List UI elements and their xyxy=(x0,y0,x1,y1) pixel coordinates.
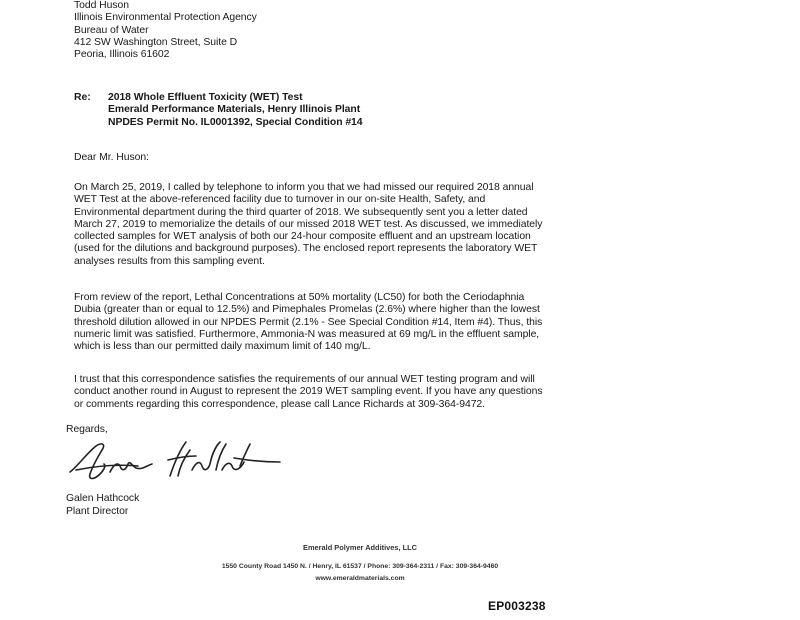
paragraph-line: March 27, 2019 to memorialize the details of our missed 2018 WET test. As discussed, we immediately xyxy=(74,218,543,230)
signer-title: Plant Director xyxy=(66,506,129,517)
recipient-street: 412 SW Washington Street, Suite D xyxy=(74,36,238,48)
paragraph-line: I trust that this correspondence satisfies the requirements of our annual WET testing program and will xyxy=(74,374,535,385)
paragraph-line: (used for the dilutions and background purposes). The enclosed report represents the laboratory WET xyxy=(74,243,538,255)
paragraph-line: Dubia (greater than or equal to 12.5%) and Pimephales Promelas (2.6%) where higher than the lowest xyxy=(74,304,540,316)
paragraph-line: analyses results from this sampling event. xyxy=(74,255,265,267)
salutation: Dear Mr. Huson: xyxy=(74,152,149,163)
document-id: EP003238 xyxy=(488,599,546,613)
paragraph-line: WET Test at the above-referenced facility due to turnover in our on-site Health, Safety, and xyxy=(74,194,486,206)
paragraph-line: From review of the report, Lethal Concentrations at 50% mortality (LC50) for both the Ceriodaphnia xyxy=(74,292,525,303)
subject-line-2: Emerald Performance Materials, Henry Illinois Plant xyxy=(108,104,361,116)
recipient-bureau: Bureau of Water xyxy=(74,24,149,36)
paragraph-line: conduct another round in August to represent the 2019 WET sampling event. If you have any questions xyxy=(74,386,543,398)
signer-name: Galen Hathcock xyxy=(66,493,140,504)
footer-company: Emerald Polymer Additives, LLC xyxy=(303,543,417,552)
recipient-address xyxy=(74,0,257,61)
recipient-city: Peoria, Illinois 61602 xyxy=(74,49,170,61)
paragraph-line: On March 25, 2019, I called by telephone to inform you that we had missed our required 2018 annual xyxy=(74,182,534,193)
paragraph-line: or comments regarding this correspondence, please call Lance Richards at 309-364-9472. xyxy=(74,398,485,410)
subject-line-3: NPDES Permit No. IL0001392, Special Condition #14 xyxy=(108,116,363,128)
paragraph-line: Environmental department during the third quarter of 2018. We subsequently sent you a letter dated xyxy=(74,206,528,218)
subject-block xyxy=(108,92,363,129)
recipient-name: Todd Huson xyxy=(74,0,129,11)
handwritten-signature xyxy=(66,436,286,497)
footer-address: 1550 County Road 1450 N. / Henry, IL 61537 / Phone: 309-364-2311 / Fax: 309-364-9460 xyxy=(221,563,499,570)
body-paragraph-2 xyxy=(74,292,594,353)
paragraph-line: numeric limit was satisfied. Furthermore, Ammonia-N was measured at 69 mg/L in the effluent sample, xyxy=(74,328,540,340)
body-paragraph-1 xyxy=(74,182,594,268)
subject-line-1: 2018 Whole Effluent Toxicity (WET) Test xyxy=(108,92,303,103)
paragraph-line: threshold dilution allowed in our NPDES Permit (2.1% - See Special Condition #14, Item #4). Thus, this xyxy=(74,316,543,328)
footer-website: www.emeraldmaterials.com xyxy=(315,575,405,582)
body-paragraph-3 xyxy=(74,374,594,411)
recipient-agency: Illinois Environmental Protection Agency xyxy=(74,12,257,24)
subject-label: Re: xyxy=(74,92,91,103)
closing: Regards, xyxy=(66,424,108,435)
paragraph-line: which is less than our permitted daily maximum limit of 140 mg/L. xyxy=(74,341,371,353)
paragraph-line: collected samples for WET analysis of both our 24-hour composite effluent and an upstream location xyxy=(74,231,531,243)
